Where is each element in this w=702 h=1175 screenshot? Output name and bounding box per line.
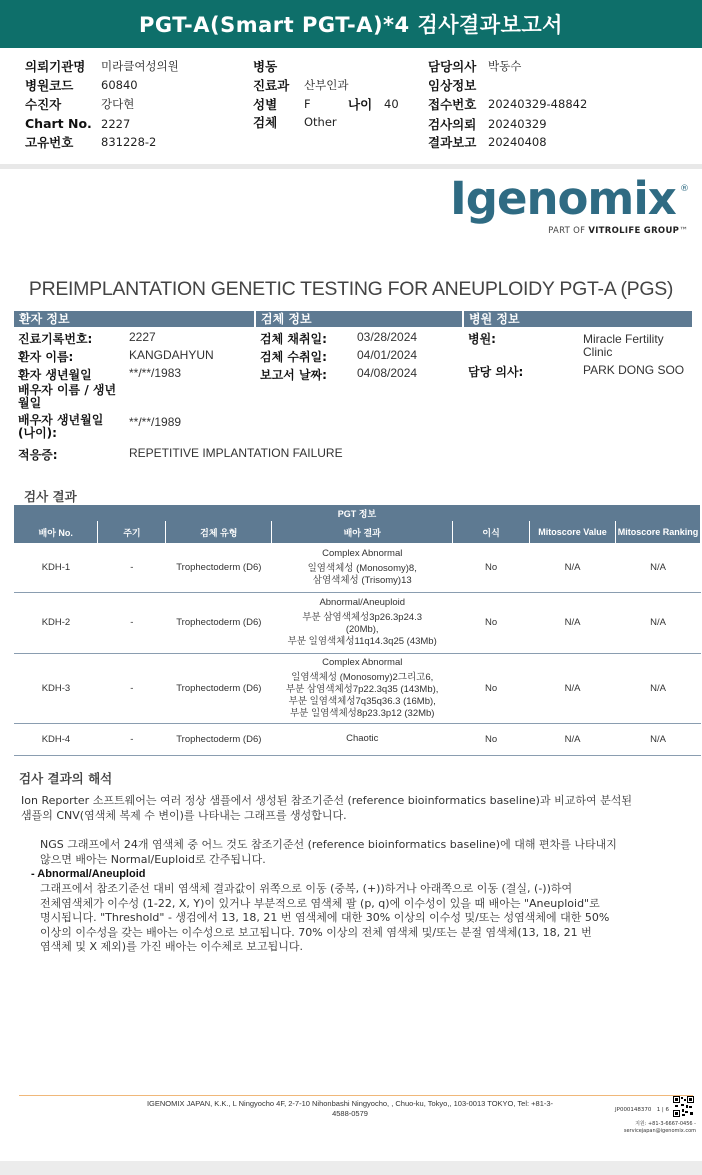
result-cell: Abnormal/Aneuploid 부분 삼염색체성3p26.3p24.3 (20Mb), 부분 일염색체성11q14.3q25 (43Mb)	[272, 592, 453, 653]
embryo-id: KDH-2	[14, 592, 98, 653]
mitoscore-ranking-cell: N/A	[616, 543, 701, 592]
mitoscore-ranking-cell: N/A	[616, 723, 701, 755]
transfer-cell: No	[453, 723, 530, 755]
mitoscore-value-cell: N/A	[530, 653, 616, 723]
type-cell: Trophectoderm (D6)	[166, 653, 272, 723]
footer-address: IGENOMIX JAPAN, K.K., L Ningyocho 4F, 2-7-10 Nihonbashi Ningyocho, , Chuo-ku, Tokyo,, 103-0013 TOKYO, Tel: +81-3- 4588-0579	[146, 1099, 554, 1118]
footer-doc-code: JP000148370 1 | 6	[615, 1107, 670, 1113]
embryo-id: KDH-1	[14, 543, 98, 592]
type-cell: Trophectoderm (D6)	[166, 543, 272, 592]
result-cell: Complex Abnormal 일염색체성 (Monosomy)2그리고6, 부분 삼염색체성7p22.3q35 (143Mb), 부분 일염색체성7q35q36.3 (16Mb), 부분 일염색체성8p23.3p12 (32Mb)	[272, 653, 453, 723]
mitoscore-ranking-cell: N/A	[616, 653, 701, 723]
collect-label: 검체 채취일:	[260, 332, 327, 346]
collect-value: 03/28/2024	[357, 330, 418, 344]
embryo-id: KDH-4	[14, 723, 98, 755]
record-value: 2227	[129, 330, 156, 344]
indication-value: REPETITIVE IMPLANTATION FAILURE	[129, 446, 343, 460]
col-header: 배아 결과	[272, 521, 453, 543]
chart-value: 2227	[101, 116, 131, 131]
col-header: 배아 No.	[14, 521, 98, 543]
mitoscore-value-cell: N/A	[530, 543, 616, 592]
hospital-label: 의뢰기관명	[25, 58, 86, 74]
cycle-cell: -	[98, 723, 166, 755]
partner-dob-value: **/**/1989	[129, 415, 182, 429]
patient-dob-value: **/**/1983	[129, 366, 182, 380]
cycle-cell: -	[98, 653, 166, 723]
aneuploid-heading: - Abnormal/Aneuploid	[31, 868, 146, 880]
table-row	[14, 543, 701, 592]
interpretation-paragraph-1: Ion Reporter 소프트웨어는 여러 정상 샘플에서 생성된 참조기준선 (reference bioinformatics baseline)과 비교하여 분석된 샘플의 CNV(염색체 복제 수 변이)를 나타내는 그래프를 생성합니다.	[21, 794, 632, 822]
hospital-value: 미라클여성의원	[101, 58, 179, 73]
result-cell: Chaotic	[272, 723, 453, 755]
age-label: 나이	[348, 96, 373, 112]
clinical-label: 임상정보	[428, 77, 477, 93]
examinee-value: 강다현	[101, 96, 135, 111]
patient-name-label: 환자 이름:	[18, 350, 74, 364]
ward-label: 병동	[253, 58, 278, 74]
report-date-value: 20240408	[488, 134, 547, 149]
indication-label: 적응증:	[18, 448, 58, 462]
report-title: PREIMPLANTATION GENETIC TESTING FOR ANEUPLOIDY PGT-A (PGS)	[28, 278, 674, 300]
uid-label: 고유번호	[25, 134, 74, 150]
uid-value: 831228-2	[101, 134, 157, 149]
age-value: 40	[384, 96, 399, 111]
clinic-hospital-line1: Miracle Fertility	[583, 332, 664, 346]
partner-dob-label: 배우자 생년월일 (나이):	[18, 413, 104, 440]
transfer-cell: No	[453, 543, 530, 592]
patient-section-header: 환자 정보	[14, 311, 254, 327]
cycle-cell: -	[98, 592, 166, 653]
col-header: Mitoscore Ranking	[616, 521, 701, 543]
sex-value: F	[304, 96, 311, 111]
report-date-label: 결과보고	[428, 134, 477, 150]
interpretation-paragraph-2: NGS 그래프에서 24개 염색체 중 어느 것도 참조기준선 (reference bioinformatics baseline)에 대해 편차를 나타내지 않으면 배아는 Normal/Euploid로 간주됩니다.	[40, 838, 617, 866]
code-label: 병원코드	[25, 77, 74, 93]
patient-dob-label: 환자 생년월일	[18, 368, 92, 382]
request-label: 검사의뢰	[428, 116, 477, 132]
mitoscore-ranking-cell: N/A	[616, 592, 701, 653]
results-heading: 검사 결과	[24, 489, 77, 504]
clinic-doctor-value: PARK DONG SOO	[583, 363, 685, 377]
doctor-label: 담당의사	[428, 58, 477, 74]
dept-value: 산부인과	[304, 77, 349, 92]
specimen-label: 검체	[253, 114, 278, 130]
clinic-section-header: 병원 정보	[464, 311, 692, 327]
type-cell: Trophectoderm (D6)	[166, 723, 272, 755]
result-cell: Complex Abnormal 일염색체성 (Monosomy)8, 삼염색체성 (Trisomy)13	[272, 543, 453, 592]
clinic-hospital-line2: Clinic	[583, 345, 613, 359]
examinee-label: 수진자	[25, 96, 62, 112]
clinic-doctor-label: 담당 의사:	[468, 365, 524, 379]
interpretation-paragraph-3: 그래프에서 참조기준선 대비 염색체 결과값이 위쪽으로 이동 (중복, (+))하거나 아래쪽으로 이동 (결실, (-))하여 전체염색체가 이수성 (1-22, X, Y)이 있거나 부분적으로 염색체 팔 (p, q)에 이수성이 있을 때 배아는 "Aneuploid"로 명시됩니다. "Threshold" - 생검에서 13, 18, 21 번 염색체에 대한 30% 이상의 이수성 및/또는 성염색체에 대한 50% 이상의 이수성을 갖는 배아는 이수성으로 보고됩니다. 70% 이상의 전체 염색체 및/또는 분절 염색체(13, 18, 21 번 염색체 및 X 제외)를 가진 배아는 이수체로 보고됩니다.	[40, 882, 610, 953]
col-header: Mitoscore Value	[530, 521, 616, 543]
page-bottom-bar	[0, 1161, 702, 1175]
logo-wordmark: Igenomix	[450, 172, 676, 225]
pgt-group-header: PGT 정보	[14, 505, 701, 521]
divider	[0, 164, 702, 169]
specimen-report-value: 04/08/2024	[357, 366, 418, 380]
cycle-cell: -	[98, 543, 166, 592]
specimen-section-header: 검체 정보	[256, 311, 462, 327]
receive-label: 검체 수취일:	[260, 350, 327, 364]
receive-value: 04/01/2024	[357, 348, 418, 362]
table-row	[14, 653, 701, 723]
table-row	[14, 723, 701, 755]
specimen-report-label: 보고서 날짜:	[260, 368, 327, 382]
doctor-value: 박동수	[488, 58, 522, 73]
col-header: 검체 유형	[166, 521, 272, 543]
receipt-label: 접수번호	[428, 96, 477, 112]
col-header: 주기	[98, 521, 166, 543]
patient-name-value: KANGDAHYUN	[129, 348, 214, 362]
interpretation-heading: 검사 결과의 해석	[19, 771, 113, 786]
code-value: 60840	[101, 77, 138, 92]
igenomix-logo	[444, 172, 694, 242]
clinic-hospital-label: 병원:	[468, 332, 496, 346]
chart-label: Chart No.	[25, 116, 92, 131]
record-label: 진료기록번호:	[18, 332, 93, 346]
type-cell: Trophectoderm (D6)	[166, 592, 272, 653]
qr-code-icon	[673, 1096, 694, 1117]
summary-panel	[0, 52, 702, 164]
request-value: 20240329	[488, 116, 547, 131]
pgt-results-table	[14, 505, 701, 756]
specimen-value: Other	[304, 114, 337, 129]
dept-label: 진료과	[253, 77, 290, 93]
table-row	[14, 592, 701, 653]
receipt-value: 20240329-48842	[488, 96, 588, 111]
mitoscore-value-cell: N/A	[530, 592, 616, 653]
logo-subline: PART OF VITROLIFE GROUP™	[548, 226, 688, 236]
registered-mark-icon: ®	[680, 184, 689, 194]
mitoscore-value-cell: N/A	[530, 723, 616, 755]
partner-label: 배우자 이름 / 생년월일	[18, 383, 117, 410]
sex-label: 성별	[253, 96, 278, 112]
transfer-cell: No	[453, 592, 530, 653]
footer-contact: 지원: +81-3-6667-0456 - servicejapan@igenomix.com	[623, 1121, 696, 1134]
report-header-title: PGT-A(Smart PGT-A)*4 검사결과보고서	[0, 0, 702, 48]
col-header: 이식	[453, 521, 530, 543]
embryo-id: KDH-3	[14, 653, 98, 723]
footer-divider	[19, 1095, 693, 1096]
transfer-cell: No	[453, 653, 530, 723]
